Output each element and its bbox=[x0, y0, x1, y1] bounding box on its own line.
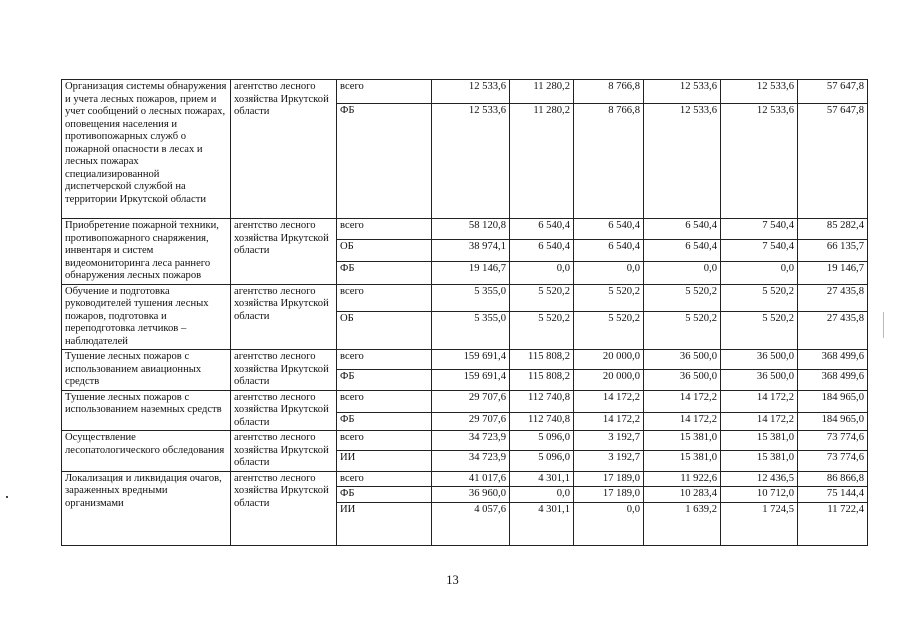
funding-source-cell: всего bbox=[337, 284, 432, 312]
table-row bbox=[62, 284, 868, 312]
value-cell: 159 691,4 bbox=[432, 369, 510, 390]
executor-cell: агентство лесного хозяйства Иркутской области bbox=[231, 350, 337, 391]
value-cell: 12 533,6 bbox=[432, 104, 510, 219]
table-row bbox=[62, 471, 868, 487]
funding-source-cell: всего bbox=[337, 390, 432, 413]
value-cell: 6 540,4 bbox=[644, 240, 721, 261]
funding-source-cell: всего bbox=[337, 471, 432, 487]
table-row bbox=[62, 219, 868, 240]
value-cell: 38 974,1 bbox=[432, 240, 510, 261]
value-cell: 15 381,0 bbox=[721, 431, 798, 451]
value-cell: 14 172,2 bbox=[574, 413, 644, 431]
value-cell: 115 808,2 bbox=[510, 369, 574, 390]
total-cell: 19 146,7 bbox=[798, 261, 868, 284]
value-cell: 58 120,8 bbox=[432, 219, 510, 240]
value-cell: 8 766,8 bbox=[574, 104, 644, 219]
value-cell: 5 355,0 bbox=[432, 284, 510, 312]
value-cell: 112 740,8 bbox=[510, 413, 574, 431]
value-cell: 17 189,0 bbox=[574, 471, 644, 487]
total-cell: 73 774,6 bbox=[798, 431, 868, 451]
value-cell: 0,0 bbox=[574, 261, 644, 284]
value-cell: 0,0 bbox=[644, 261, 721, 284]
funding-source-cell: ОБ bbox=[337, 312, 432, 350]
value-cell: 14 172,2 bbox=[644, 390, 721, 413]
total-cell: 57 647,8 bbox=[798, 80, 868, 104]
activity-cell: Локализация и ликвидация очагов, зараженных вредными организмами bbox=[62, 471, 231, 545]
total-cell: 27 435,8 bbox=[798, 284, 868, 312]
funding-source-cell: ФБ bbox=[337, 369, 432, 390]
table-row bbox=[62, 431, 868, 451]
table-row bbox=[62, 80, 868, 104]
value-cell: 8 766,8 bbox=[574, 80, 644, 104]
value-cell: 1 724,5 bbox=[721, 502, 798, 545]
total-cell: 73 774,6 bbox=[798, 450, 868, 471]
value-cell: 11 280,2 bbox=[510, 80, 574, 104]
total-cell: 66 135,7 bbox=[798, 240, 868, 261]
total-cell: 86 866,8 bbox=[798, 471, 868, 487]
value-cell: 12 533,6 bbox=[721, 104, 798, 219]
funding-source-cell: всего bbox=[337, 431, 432, 451]
value-cell: 5 520,2 bbox=[510, 312, 574, 350]
value-cell: 5 520,2 bbox=[644, 284, 721, 312]
total-cell: 75 144,4 bbox=[798, 487, 868, 503]
value-cell: 6 540,4 bbox=[574, 240, 644, 261]
value-cell: 12 533,6 bbox=[644, 80, 721, 104]
value-cell: 0,0 bbox=[574, 502, 644, 545]
value-cell: 0,0 bbox=[510, 261, 574, 284]
value-cell: 34 723,9 bbox=[432, 431, 510, 451]
value-cell: 12 533,6 bbox=[721, 80, 798, 104]
value-cell: 5 096,0 bbox=[510, 450, 574, 471]
table-row bbox=[62, 390, 868, 413]
value-cell: 12 533,6 bbox=[432, 80, 510, 104]
value-cell: 29 707,6 bbox=[432, 390, 510, 413]
value-cell: 5 520,2 bbox=[644, 312, 721, 350]
funding-source-cell: ФБ bbox=[337, 413, 432, 431]
funding-source-cell: ФБ bbox=[337, 261, 432, 284]
value-cell: 5 520,2 bbox=[510, 284, 574, 312]
funding-source-cell: ИИ bbox=[337, 502, 432, 545]
value-cell: 14 172,2 bbox=[721, 390, 798, 413]
value-cell: 15 381,0 bbox=[644, 450, 721, 471]
value-cell: 159 691,4 bbox=[432, 350, 510, 370]
executor-cell: агентство лесного хозяйства Иркутской области bbox=[231, 390, 337, 431]
value-cell: 19 146,7 bbox=[432, 261, 510, 284]
total-cell: 11 722,4 bbox=[798, 502, 868, 545]
value-cell: 11 922,6 bbox=[644, 471, 721, 487]
value-cell: 36 500,0 bbox=[644, 369, 721, 390]
value-cell: 5 096,0 bbox=[510, 431, 574, 451]
activity-cell: Тушение лесных пожаров с использованием авиационных средств bbox=[62, 350, 231, 391]
value-cell: 20 000,0 bbox=[574, 350, 644, 370]
total-cell: 85 282,4 bbox=[798, 219, 868, 240]
page-number: 13 bbox=[446, 573, 459, 587]
funding-source-cell: всего bbox=[337, 80, 432, 104]
value-cell: 5 520,2 bbox=[721, 312, 798, 350]
value-cell: 112 740,8 bbox=[510, 390, 574, 413]
value-cell: 4 057,6 bbox=[432, 502, 510, 545]
value-cell: 4 301,1 bbox=[510, 471, 574, 487]
activity-cell: Организация системы обнаружения и учета лесных пожаров, прием и учет сообщений о лесных пожарах, оповещения населения и противопожарных служб о пожарной опасности в лесах и лесных пожарах специализированной диспетчерской службой на территории Иркутской области bbox=[62, 80, 231, 219]
value-cell: 17 189,0 bbox=[574, 487, 644, 503]
activity-cell: Приобретение пожарной техники, противопожарного снаряжения, инвентаря и систем видеомониторинга леса раннего обнаружения лесных пожаров bbox=[62, 219, 231, 285]
total-cell: 368 499,6 bbox=[798, 369, 868, 390]
value-cell: 36 500,0 bbox=[721, 369, 798, 390]
scan-margin-mark bbox=[883, 312, 884, 338]
value-cell: 34 723,9 bbox=[432, 450, 510, 471]
scan-speck bbox=[6, 496, 8, 498]
value-cell: 0,0 bbox=[510, 487, 574, 503]
value-cell: 15 381,0 bbox=[644, 431, 721, 451]
value-cell: 6 540,4 bbox=[574, 219, 644, 240]
table-row bbox=[62, 350, 868, 370]
executor-cell: агентство лесного хозяйства Иркутской области bbox=[231, 284, 337, 350]
funding-source-cell: всего bbox=[337, 219, 432, 240]
value-cell: 10 283,4 bbox=[644, 487, 721, 503]
activity-cell: Обучение и подготовка руководителей тушения лесных пожаров, подготовка и переподготовка летчиков – наблюдателей bbox=[62, 284, 231, 350]
value-cell: 10 712,0 bbox=[721, 487, 798, 503]
value-cell: 7 540,4 bbox=[721, 219, 798, 240]
funding-source-cell: всего bbox=[337, 350, 432, 370]
value-cell: 3 192,7 bbox=[574, 431, 644, 451]
value-cell: 115 808,2 bbox=[510, 350, 574, 370]
value-cell: 5 520,2 bbox=[574, 312, 644, 350]
value-cell: 20 000,0 bbox=[574, 369, 644, 390]
value-cell: 0,0 bbox=[721, 261, 798, 284]
value-cell: 36 500,0 bbox=[721, 350, 798, 370]
total-cell: 57 647,8 bbox=[798, 104, 868, 219]
value-cell: 6 540,4 bbox=[510, 219, 574, 240]
value-cell: 1 639,2 bbox=[644, 502, 721, 545]
value-cell: 5 520,2 bbox=[574, 284, 644, 312]
activity-cell: Осуществление лесопатологического обследования bbox=[62, 431, 231, 472]
value-cell: 15 381,0 bbox=[721, 450, 798, 471]
total-cell: 184 965,0 bbox=[798, 390, 868, 413]
value-cell: 36 500,0 bbox=[644, 350, 721, 370]
total-cell: 27 435,8 bbox=[798, 312, 868, 350]
funding-source-cell: ФБ bbox=[337, 487, 432, 503]
value-cell: 12 436,5 bbox=[721, 471, 798, 487]
value-cell: 14 172,2 bbox=[644, 413, 721, 431]
executor-cell: агентство лесного хозяйства Иркутской области bbox=[231, 80, 337, 219]
funding-source-cell: ОБ bbox=[337, 240, 432, 261]
value-cell: 14 172,2 bbox=[721, 413, 798, 431]
value-cell: 36 960,0 bbox=[432, 487, 510, 503]
funding-source-cell: ИИ bbox=[337, 450, 432, 471]
budget-table bbox=[61, 79, 868, 546]
value-cell: 12 533,6 bbox=[644, 104, 721, 219]
executor-cell: агентство лесного хозяйства Иркутской области bbox=[231, 431, 337, 472]
value-cell: 29 707,6 bbox=[432, 413, 510, 431]
activity-cell: Тушение лесных пожаров с использованием наземных средств bbox=[62, 390, 231, 431]
value-cell: 14 172,2 bbox=[574, 390, 644, 413]
value-cell: 41 017,6 bbox=[432, 471, 510, 487]
value-cell: 5 520,2 bbox=[721, 284, 798, 312]
value-cell: 11 280,2 bbox=[510, 104, 574, 219]
value-cell: 6 540,4 bbox=[510, 240, 574, 261]
value-cell: 4 301,1 bbox=[510, 502, 574, 545]
total-cell: 368 499,6 bbox=[798, 350, 868, 370]
value-cell: 7 540,4 bbox=[721, 240, 798, 261]
executor-cell: агентство лесного хозяйства Иркутской области bbox=[231, 219, 337, 285]
value-cell: 5 355,0 bbox=[432, 312, 510, 350]
total-cell: 184 965,0 bbox=[798, 413, 868, 431]
funding-source-cell: ФБ bbox=[337, 104, 432, 219]
value-cell: 3 192,7 bbox=[574, 450, 644, 471]
value-cell: 6 540,4 bbox=[644, 219, 721, 240]
executor-cell: агентство лесного хозяйства Иркутской области bbox=[231, 471, 337, 545]
